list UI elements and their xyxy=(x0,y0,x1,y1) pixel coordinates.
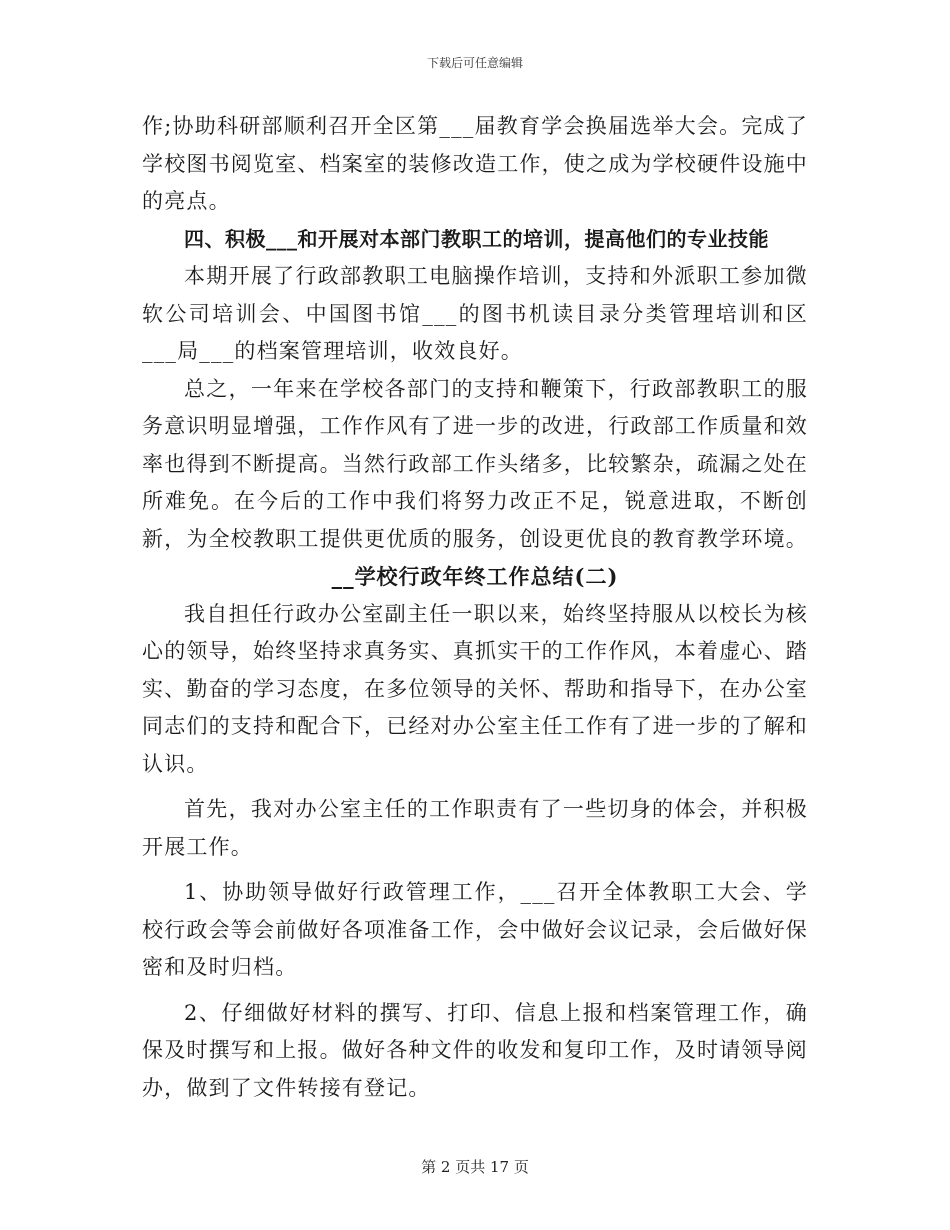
paragraph-first: 首先，我对办公室主任的工作职责有了一些切身的体会，并积极开展工作。 xyxy=(142,797,808,859)
paragraph-training: 本期开展了行政部教职工电脑操作培训，支持和外派职工参加微软公司培训会、中国图书馆___的图书机读目录分类管理培训和区___局___的档案管理培训，收效良好。 xyxy=(142,264,808,363)
page-number: 第 2 页共 17 页 xyxy=(421,1158,529,1176)
section-heading-4: 四、积极___和开展对本部门教职工的培训，提高他们的专业技能 xyxy=(184,226,769,251)
paragraph-summary: 总之，一年来在学校各部门的支持和鞭策下，行政部教职工的服务意识明显增强，工作作风有了进一步的改进，行政部工作质量和效率也得到不断提高。当然行政部工作头绪多，比较繁杂，疏漏之处在所难免。在今后的工作中我们将努力改正不足，锐意进取，不断创新，为全校教职工提供更优质的服务，创设更优良的教育教学环境。 xyxy=(142,376,808,551)
list-item-1: 1、协助领导做好行政管理工作，___召开全体教职工大会、学校行政会等会前做好各项准备工作，会中做好会议记录，会后做好保密和及时归档。 xyxy=(142,880,808,979)
document-body xyxy=(142,108,808,1107)
paragraph-intro: 我自担任行政办公室副主任一职以来，始终坚持服从以校长为核心的领导，始终坚持求真务实、真抓实干的工作作风，本着虚心、踏实、勤奋的学习态度，在多位领导的关怀、帮助和指导下，在办公室同志们的支持和配合下，已经对办公室主任工作有了进一步的了解和认识。 xyxy=(142,601,808,776)
page-header: 下载后可任意编辑 xyxy=(426,56,523,70)
document-title-part-2: __学校行政年终工作总结(二) xyxy=(331,564,619,589)
paragraph-continuation: 作;协助科研部顺利召开全区第___届教育学会换届选举大会。完成了学校图书阅览室、档案室的装修改造工作，使之成为学校硬件设施中的亮点。 xyxy=(142,114,808,213)
list-item-2: 2、仔细做好材料的撰写、打印、信息上报和档案管理工作，确保及时撰写和上报。做好各种文件的收发和复印工作，及时请领导阅办，做到了文件转接有登记。 xyxy=(142,1000,808,1100)
